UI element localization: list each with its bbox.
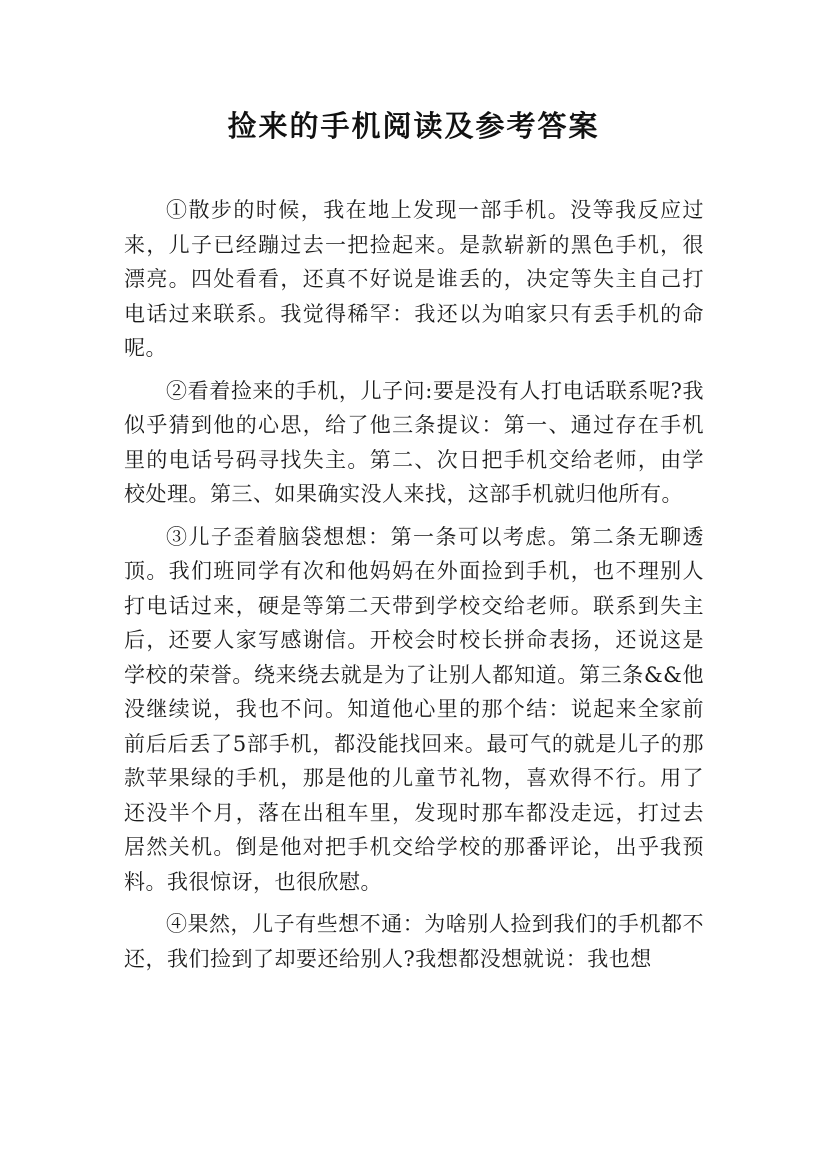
paragraph-3: ③儿子歪着脑袋想想：第一条可以考虑。第二条无聊透顶。我们班同学有次和他妈妈在外面捡到手机，也不理别人打电话过来，硬是等第二天带到学校交给老师。联系到失主后，还要人家写感谢信。开校会时校长拼命表扬，还说这是学校的荣誉。绕来绕去就是为了让别人都知道。第三条&&他没继续说，我也不问。知道他心里的那个结：说起来全家前前后后丢了5部手机，都没能找回来。最可气的就是儿子的那款苹果绿的手机，那是他的儿童节礼物，喜欢得不行。用了还没半个月，落在出租车里，发现时那车都没走远，打过去居然关机。倒是他对把手机交给学校的那番评论，出乎我预料。我很惊讶，也很欣慰。 <box>124 524 704 894</box>
paragraph-2: ②看着捡来的手机，儿子问:要是没有人打电话联系呢?我似乎猜到他的心思，给了他三条提议：第一、通过存在手机里的电话号码寻找失主。第二、次日把手机交给老师，由学校处理。第三、如果确实没人来找，这部手机就归他所有。 <box>124 378 704 506</box>
document-title: 捡来的手机阅读及参考答案 <box>227 109 600 143</box>
article-body <box>124 193 704 984</box>
paragraph-4: ④果然，儿子有些想不通：为啥别人捡到我们的手机都不还，我们捡到了却要还给别人?我想都没想就说：我也想 <box>124 912 704 971</box>
paragraph-1: ①散步的时候，我在地上发现一部手机。没等我反应过来，儿子已经蹦过去一把捡起来。是款崭新的黑色手机，很漂亮。四处看看，还真不好说是谁丢的，决定等失主自己打电话过来联系。我觉得稀罕：我还以为咱家只有丢手机的命呢。 <box>124 198 704 360</box>
